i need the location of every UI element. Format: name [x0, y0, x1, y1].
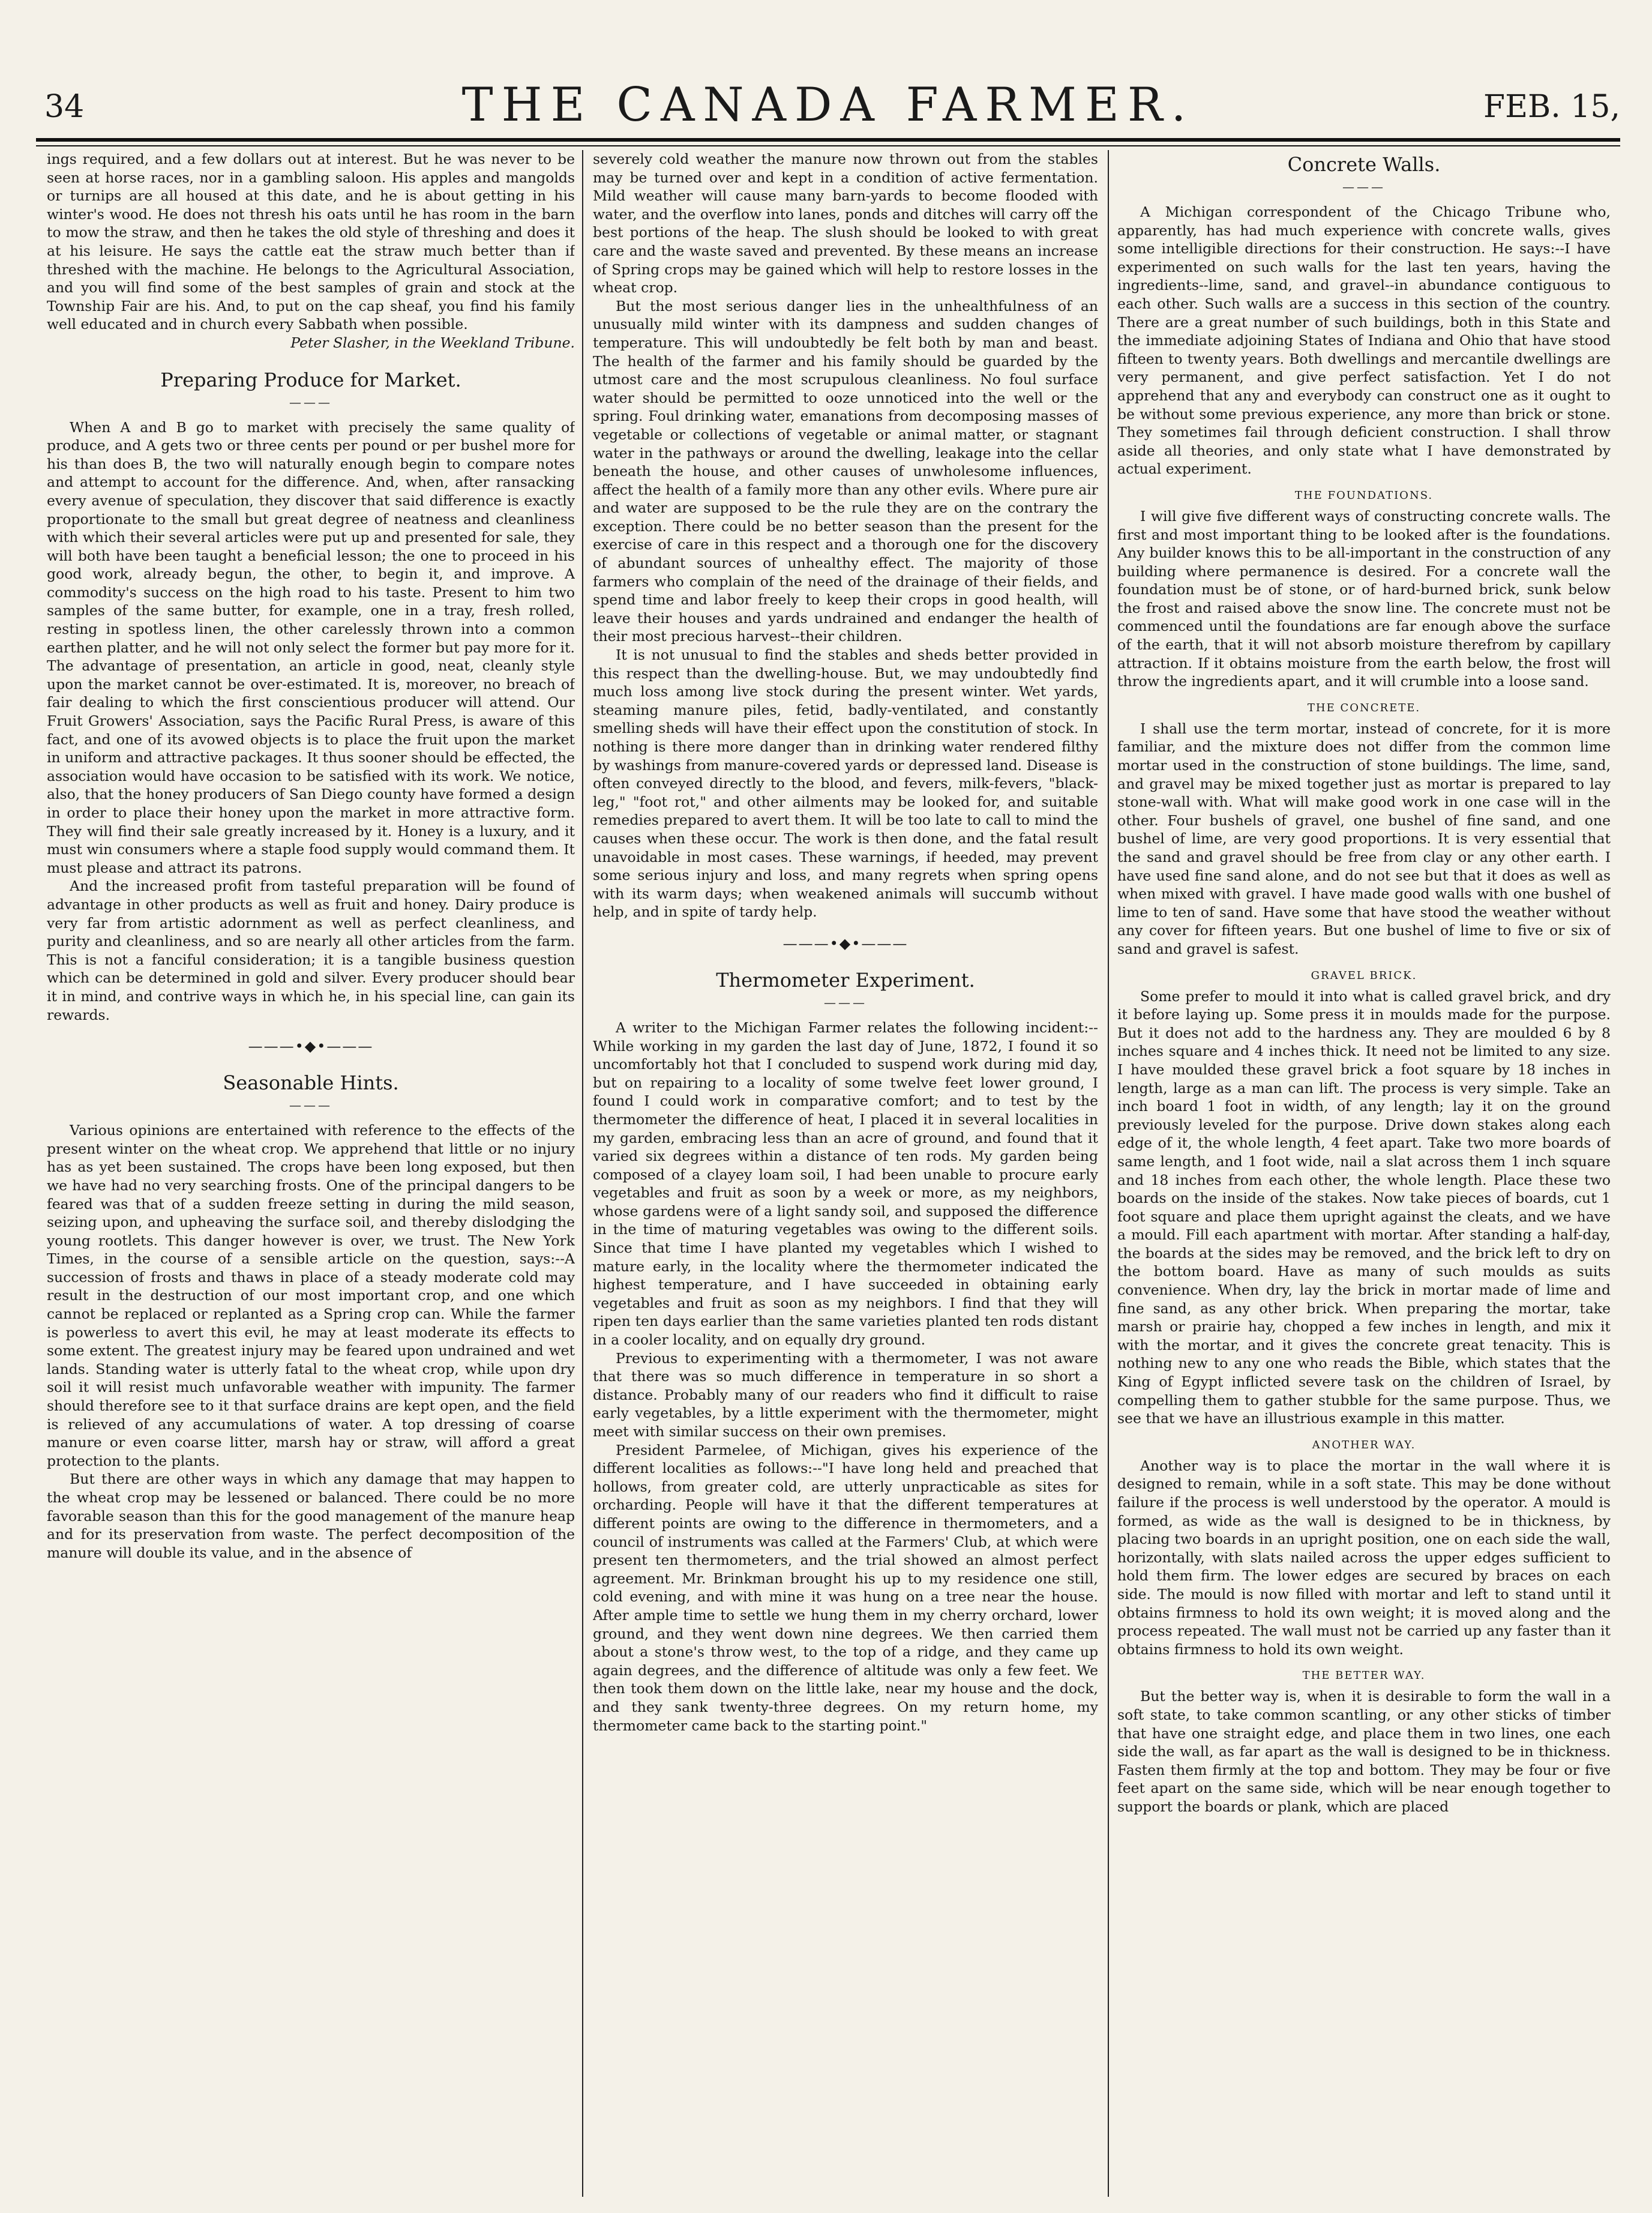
article-paragraph: Previous to experimenting with a thermometer, I was not aware that there was so much difference in temperature in so short a distance. Probably many of our readers who find it difficult to raise early vegetables, by a little experiment with the thermometer, might meet with similar success on their own premises. [593, 1349, 1098, 1440]
subheading-gravel-brick: GRAVEL BRICK. [1311, 969, 1417, 982]
column-2 [593, 150, 1098, 2197]
article-paragraph: But there are other ways in which any damage that may happen to the wheat crop may be lessened or balanced. There could be no more favorable season than this for the good management of the manure heap and for its preservation from waste. The perfect decomposition of the manure will double its value, and in the absence of [47, 1471, 575, 1561]
heading-thermometer-experiment: Thermometer Experiment. [716, 968, 975, 992]
heading-ornament: ——— [289, 394, 332, 409]
heading-preparing-produce: Preparing Produce for Market. [160, 368, 461, 391]
article-paragraph: It is not unusual to find the stables and sheds better provided in this respect than the dwelling-house. But, we may undoubtedly find much loss among live stock during the present winter. Wet yards, steaming manure piles, fetid, badly-ventilated, and constantly smelling sheds will have their effect upon the constitution of stock. In nothing is there more danger than in drinking water rendered filthy by washings from manure-covered yards or depressed land. Disease is often conveyed directly to the blood, and fevers, milk-fevers, "black-leg," "foot rot," and other ailments may be looked for, and suitable remedies prepared to avert them. It will be too late to call to mind the causes when these occur. The work is then done, and the fatal result unavoidable in most cases. These warnings, if heeded, may prevent some serious injury and loss, and many regrets when spring opens with its warm days; when weakened animals will succumb without help, and in spite of tardy help. [593, 646, 1098, 921]
heading-ornament: ——— [1342, 179, 1386, 194]
article-paragraph: And the increased profit from tasteful preparation will be found of advantage in other products as well as fruit and honey. Dairy produce is very far from artistic adornment as well as perfect cleanliness, and purity and cleanliness, and so are nearly all other articles from the farm. This is not a fanciful consideration; it is a tangible business question which can be determined in gold and silver. Every producer should bear it in mind, and contrive ways in which he, in his special line, can gain its rewards. [47, 878, 575, 1023]
heading-ornament: ——— [289, 1098, 332, 1113]
article-paragraph: Another way is to place the mortar in the wall where it is designed to remain, while in a soft state. This may be done without failure if the process is well understood by the operator. A mould is formed, as wide as the wall is designed to be in thickness, by placing two boards in an upright position, one on each side the wall, horizontally, with slats nailed across the upper edges sufficient to hold them firm. The lower edges are secured by braces on each side. The mould is now filled with mortar and left to stand until it obtains firmness to hold its own weight; it is moved along and the process repeated. The wall must not be carried up any faster than it obtains firmness to hold its own weight. [1117, 1457, 1611, 1658]
article-paragraph: I will give five different ways of constructing concrete walls. The first and most important thing to be looked after is the foundations. Any builder knows this to be all-important in the construction of any building where permanence is desired. For a concrete wall the foundation must be of stone, or of hard-burned brick, sunk below the frost and raised above the snow line. The concrete must not be commenced until the foundations are far enough above the surface of the earth, that it will not absorb moisture therefrom by capillary attraction. If it obtains moisture from the earth below, the frost will throw the ingredients apart, and it will crumble into a loose sand. [1117, 507, 1611, 690]
article-paragraph: A writer to the Michigan Farmer relates the following incident:--While working in my garden the last day of June, 1872, I found it so uncomfortably hot that I concluded to suspend work during mid day, but on repairing to a locality of some twelve feet lower ground, I found I could work in comparative comfort; and to test by the thermometer the difference of heat, I placed it in several localities in my garden, embracing less than an acre of ground, and found that it varied six degrees within a distance of ten rods. My garden being composed of a clayey loam soil, I had been unable to procure early vegetables and fruit as soon by a week or more, as my neighbors, whose gardens were of a light sandy soil, and supposed the difference in the time of maturing vegetables was owing to the different soils. Since that time I have planted my vegetables which I wished to mature early, in the locality where the thermometer indicated the highest temperature, and I have succeeded in obtaining early vegetables and fruit as soon as my neighbors. I find that they will ripen ten days earlier than the same varieties planted ten rods distant in a cooler locality, and on equally dry ground. [593, 1019, 1098, 1349]
column-divider-1 [582, 150, 583, 2197]
article-source-credit: Peter Slasher, in the Weekland Tribune. [290, 334, 575, 351]
heading-seasonable-hints: Seasonable Hints. [223, 1071, 399, 1095]
newspaper-title: THE CANADA FARMER. [461, 78, 1195, 132]
column-divider-2 [1108, 150, 1109, 2197]
column-3 [1117, 150, 1611, 2197]
section-divider-ornament: ———•◆•——— [782, 935, 909, 952]
column-1 [47, 150, 575, 2197]
subheading-better-way: THE BETTER WAY. [1302, 1669, 1426, 1682]
article-paragraph: Some prefer to mould it into what is called gravel brick, and dry it before laying up. Some press it in moulds made for the purpose. But it does not add to the hardness any. They are moulded 6 by 8 inches square and 4 inches thick. It need not be limited to any size. I have moulded these gravel brick a foot square by 18 inches in length, large as a man can lift. The process is very simple. Take an inch board 1 foot in width, of any length; lay it on the ground previously leveled for the purpose. Drive down stakes along each edge of it, the whole length, 4 feet apart. Take two more boards of same length, and 1 foot wide, nail a slat across them 1 inch square and 18 inches from each other, the whole length. Place these two boards on the inside of the stakes. Now take pieces of boards, cut 1 foot square and place them upright against the cleats, and we have a mould. Fill each apartment with mortar. After standing a half-day, the boards at the sides may be removed, and the brick left to dry on the bottom board. Have as many of such moulds as suits convenience. When dry, lay the brick in mortar made of lime and fine sand, as any other brick. When preparing the mortar, take marsh or prairie hay, chopped a few inches in length, and mix it with the mortar, and it gives the concrete great tenacity. This is nothing new to any one who reads the Bible, which states that the King of Egypt inflicted severe task on the children of Israel, by compelling them to gather stubble for the same purpose. Thus, we see that we have an illustrious example in this matter. [1117, 987, 1611, 1427]
article-paragraph: Various opinions are entertained with reference to the effects of the present winter on the wheat crop. We apprehend that little or no injury has as yet been sustained. The crops have been long exposed, but then we have had no very searching frosts. One of the principal dangers to be feared was that of a sudden freeze setting in during the mild season, seizing upon, and upheaving the surface soil, and thereby dislodging the young rootlets. This danger however is over, we trust. The New York Times, in the course of a sensible article on the question, says:--A succession of frosts and thaws in place of a steady moderate cold may result in the destruction of our most important crop, and one which cannot be replaced or replanted as a Spring crop can. While the farmer is powerless to avert this evil, he may at least moderate its effects to some extent. The greatest injury may be feared upon undrained and wet lands. Standing water is utterly fatal to the wheat crop, while upon dry soil it will resist much unfavorable weather with impunity. The farmer should therefore see to it that surface drains are kept open, and the field is relieved of any accumulations of water. A top dressing of coarse manure or even coarse litter, marsh hay or straw, will afford a great protection to the plants. [47, 1122, 575, 1469]
section-divider-ornament: ———•◆•——— [248, 1038, 374, 1055]
article-paragraph: When A and B go to market with precisely the same quality of produce, and A gets two or three cents per pound or per bushel more for his than does B, the two will naturally enough begin to compare notes and attempt to account for the difference. And, when, after ransacking every avenue of speculation, they discover that said difference is exactly proportionate to the small but great degree of neatness and cleanliness with which their several articles were put up and presented for sale, they will both have been taught a beneficial lesson; the one to proceed in his good work, already begun, the other, to begin it, and improve. A commodity's success on the high road to his taste. Present to him two samples of the same butter, for example, one in a tray, fresh rolled, resting in spotless linen, the other carelessly thrown into a common earthen platter, and he will not only select the former but pay more for it. The advantage of presentation, an article in good, neat, cleanly style upon the market cannot be over-estimated. It is, moreover, no breach of fair dealing to which the first conscientious producer will attend. Our Fruit Growers' Association, says the Pacific Rural Press, is aware of this fact, and one of its avowed objects is to place the fruit upon the market in uniform and attractive packages. It thus sooner should be effected, the association would have occasion to be satisfied with its work. We notice, also, that the honey producers of San Diego county have formed a design in order to place their honey upon the market in more attractive form. They will find their sale greatly increased by it. Honey is a luxury, and it must win consumers where a staple food supply would command them. It must please and attract its patrons. [47, 418, 575, 876]
masthead-rule-thick [36, 138, 1620, 142]
subheading-foundations: THE FOUNDATIONS. [1294, 489, 1434, 502]
article-paragraph: But the better way is, when it is desirable to form the wall in a soft state, to take common scantling, or any other sticks of timber that have one straight edge, and place them in two lines, one each side the wall, as far apart as the wall is designed to be in thickness. Fasten them firmly at the top and bottom. They may be four or five feet apart on the same side, which will be near enough together to support the boards or plank, which are placed [1117, 1688, 1611, 1815]
heading-concrete-walls: Concrete Walls. [1287, 153, 1441, 176]
article-continuation-paragraph: severely cold weather the manure now thrown out from the stables may be turned over and kept in a condition of active fermentation. Mild weather will cause many barn-yards to become flooded with water, and the overflow into lanes, ponds and ditches will carry off the best portions of the heap. The slush should be looked to with great care and the waste saved and prevented. By these means an increase of Spring crops may be gained which will help to restore losses in the wheat crop. [593, 151, 1098, 297]
article-paragraph: But the most serious danger lies in the unhealthfulness of an unusually mild winter with its dampness and sudden changes of temperature. This will undoubtedly be felt both by man and beast. The health of the farmer and his family should be guarded by the utmost care and the most scrupulous cleanliness. No foul surface water should be permitted to ooze unnoticed into the well or the spring. Foul drinking water, emanations from decomposing masses of vegetable or collections of vegetable or animal matter, or stagnant water in the pathways or around the dwelling, leakage into the cellar beneath the house, and other causes of unwholesome influences, affect the health of a family more than any other evils. Where pure air and water are supposed to be the rule they are on the contrary the exception. There could be no better season than the present for the exercise of care in this respect and a thorough one for the discovery of abundant sources of unhealthy effect. The majority of those farmers who complain of the need of the drainage of their fields, and spend time and labor freely to keep their crops in good health, will leave their houses and yards undrained and endanger the health of their most precious harvest--their children. [593, 297, 1098, 645]
article-paragraph: I shall use the term mortar, instead of concrete, for it is more familiar, and the mixture does not differ from the common lime mortar used in the construction of stone buildings. The lime, sand, and gravel may be mixed together just as mortar is prepared to lay stone-wall with. What will make good work in one case will in the other. Four bushels of gravel, one bushel of fine sand, and one bushel of lime, are very good proportions. It is very essential that the sand and gravel should be free from clay or any other earth. I have used fine sand alone, and do not see but that it does as well as when mixed with gravel. I have made good walls with one bushel of lime to ten of sand. Have some that have stood the weather without any cover for fifteen years. But one bushel of lime to five or six of sand and gravel is safest. [1117, 720, 1611, 957]
heading-ornament: ——— [824, 995, 867, 1010]
subheading-concrete: THE CONCRETE. [1307, 701, 1421, 714]
article-continuation-paragraph: ings required, and a few dollars out at interest. But he was never to be seen at horse races, nor in a gambling saloon. His apples and mangolds or turnips are all housed at this date, and he is about getting in his winter's wood. He does not thresh his oats until he has room in the barn to mow the straw, and then he takes the old style of threshing and does it at his leisure. He says the cattle eat the straw much better than if threshed with the machine. He belongs to the Agricultural Association, and you will find some of the best samples of grain and stock at the Township Fair are his. And, to put on the cap sheaf, you find his family well educated and in church every Sabbath when possible. [47, 151, 575, 333]
page-number: 34 [44, 89, 85, 125]
article-paragraph: President Parmelee, of Michigan, gives his experience of the different localities as follows:--"I have long held and preached that hollows, from greater cold, are utterly unpracticable as sites for orcharding. People will have it that the different temperatures at different points are owing to the difference in thermometers, and a council of instruments was called at the Farmers' Club, at which were present ten thermometers, and the trial showed an almost perfect agreement. Mr. Brinkman brought his up to my residence one still, cold evening, and with mine it was hung on a tree near the house. After ample time to settle we hung them in my cherry orchard, lower ground, and they went down nine degrees. We then carried them about a stone's throw west, to the top of a ridge, and they came up again degrees, and the difference of altitude was only a few feet. We then took them down on the little lake, near my house and the dock, and they sank twenty-three degrees. On my return home, my thermometer came back to the starting point." [593, 1441, 1098, 1734]
masthead [36, 71, 1620, 137]
subheading-another-way: ANOTHER WAY. [1312, 1438, 1416, 1451]
issue-date: FEB. 15, [1483, 89, 1620, 125]
article-paragraph: A Michigan correspondent of the Chicago Tribune who, apparently, has had much experience with concrete walls, gives some intelligible directions for their construction. He says:--I have experimented on such walls for the last ten years, having the ingredients--lime, sand, and gravel--in abundance contiguous to each other. Such walls are a success in this section of the country. There are a great number of such buildings, both in this State and the immediate adjoining States of Indiana and Ohio that have stood fifteen to twenty years. Both dwellings and mercantile dwellings are very permanent, and give perfect satisfaction. Yet I do not apprehend that any and everybody can construct one as it ought to be without some previous experience, any more than brick or stone. They sometimes fail through deficient construction. I shall throw aside all theories, and only state what I have demonstrated by actual experiment. [1117, 203, 1611, 478]
masthead-rule-thin [36, 145, 1620, 146]
